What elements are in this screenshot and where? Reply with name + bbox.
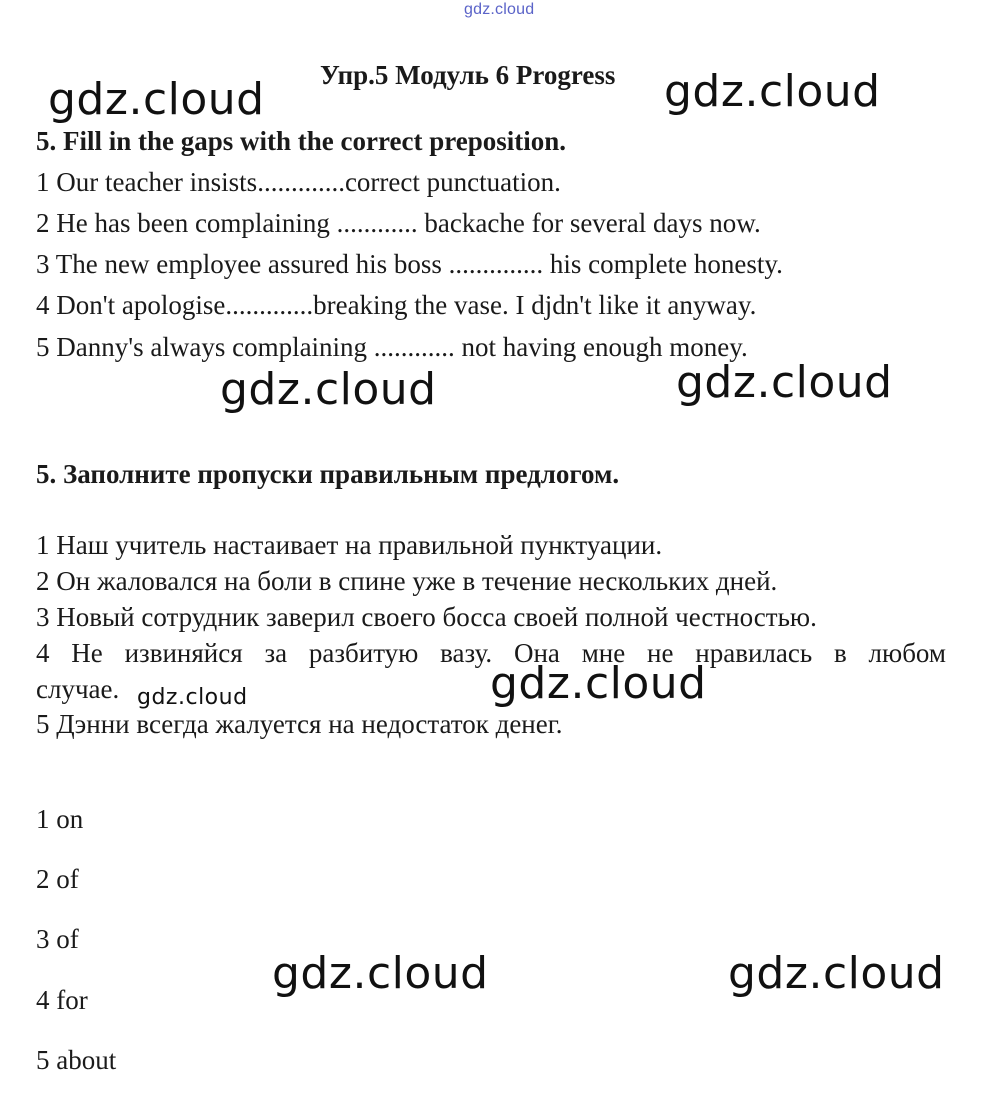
translation-line-ru-3: 3 Новый сотрудник заверил своего босса своей полной честностью. <box>36 602 817 632</box>
translation-line-ru-4-cont: случае. <box>36 674 120 704</box>
translation-line-ru-1: 1 Наш учитель настаивает на правильной пунктуации. <box>36 530 663 560</box>
translation-line-ru-2: 2 Он жаловался на боли в спине уже в течение нескольких дней. <box>36 566 778 596</box>
watermark: gdz.cloud <box>728 948 945 999</box>
exercise-line-en-4: 4 Don't apologise.............breaking the vase. I djdn't like it anyway. <box>36 290 757 320</box>
watermark: gdz.cloud <box>220 364 437 415</box>
site-link[interactable]: gdz.cloud <box>464 1 535 18</box>
watermark: gdz.cloud <box>490 658 707 709</box>
answer-4: 4 for <box>36 985 88 1015</box>
watermark: gdz.cloud <box>137 685 248 710</box>
exercise-heading-ru: 5. Заполните пропуски правильным предлогом. <box>36 459 620 489</box>
exercise-line-en-2: 2 He has been complaining ............ backache for several days now. <box>36 208 761 238</box>
page-title: Упр.5 Модуль 6 Progress <box>320 60 616 90</box>
translation-line-ru-4: 4 Не извиняйся за разбитую вазу. Она мне не нравилась в любом <box>36 638 946 668</box>
answer-2: 2 of <box>36 864 79 894</box>
answer-3: 3 of <box>36 924 79 954</box>
answer-5: 5 about <box>36 1045 117 1075</box>
watermark: gdz.cloud <box>272 948 489 999</box>
watermark: gdz.cloud <box>48 74 265 125</box>
watermark: gdz.cloud <box>664 66 881 117</box>
exercise-heading-en: 5. Fill in the gaps with the correct preposition. <box>36 126 566 156</box>
translation-line-ru-5: 5 Дэнни всегда жалуется на недостаток денег. <box>36 709 563 739</box>
watermark: gdz.cloud <box>676 357 893 408</box>
exercise-line-en-5: 5 Danny's always complaining ............ not having enough money. <box>36 332 748 362</box>
answer-1: 1 on <box>36 804 84 834</box>
exercise-line-en-3: 3 The new employee assured his boss .............. his complete honesty. <box>36 249 783 279</box>
exercise-line-en-1: 1 Our teacher insists.............correct punctuation. <box>36 167 561 197</box>
